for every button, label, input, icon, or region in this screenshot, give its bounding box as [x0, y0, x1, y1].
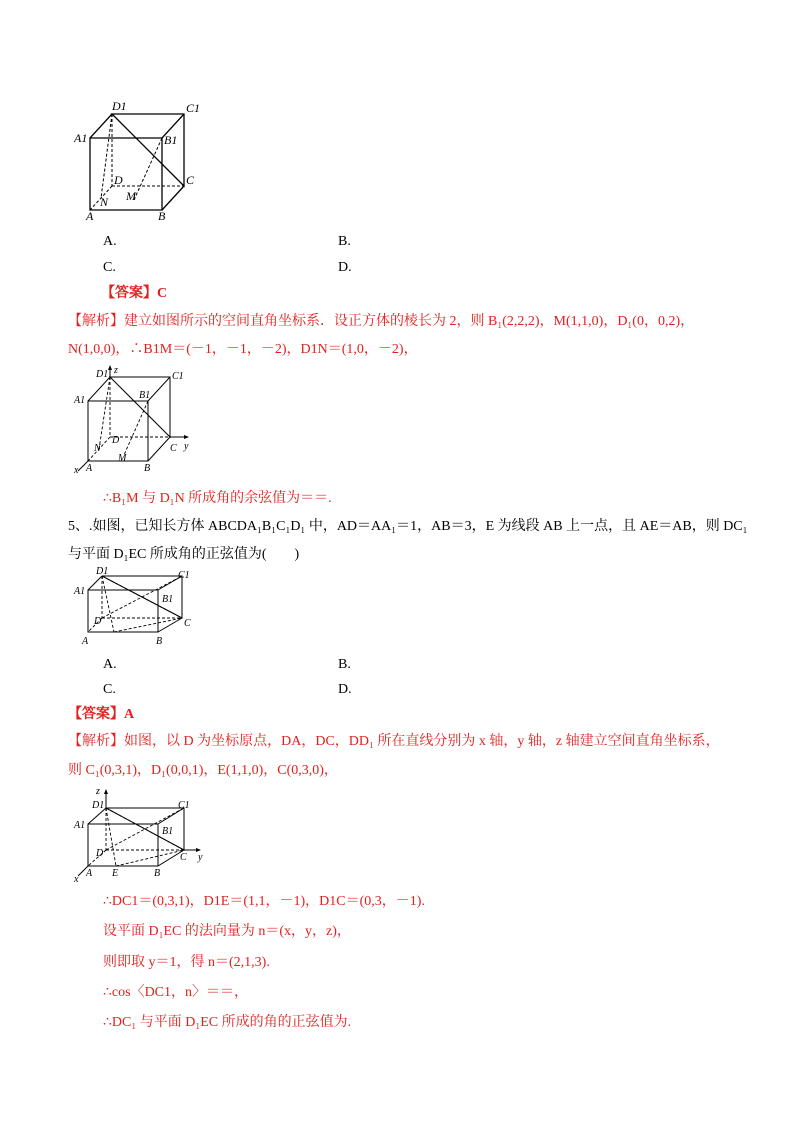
fig3-label-a: A [82, 636, 89, 646]
cube-axes-figure-q4 [72, 365, 202, 475]
fig3-label-d1: D1 [96, 566, 109, 577]
fig2-label-b1: B1 [139, 390, 151, 401]
fig1-label-b1: B1 [164, 133, 178, 147]
fig1-label-c1: C1 [186, 101, 201, 115]
fig3-label-c: C [184, 618, 191, 629]
fig2-label-a1: A1 [74, 395, 86, 406]
fig2-label-x: x [74, 465, 79, 475]
cube-figure-q4 [72, 96, 212, 226]
q4-option-a: A. [103, 234, 117, 249]
fig2-label-d1: D1 [96, 369, 109, 380]
fig2-label-c: C [170, 443, 177, 454]
fig4-label-c1: C1 [178, 800, 190, 811]
q4-option-b: B. [338, 234, 351, 249]
fig3-label-d: D [94, 616, 102, 627]
q4-option-d: D. [338, 260, 352, 275]
q5-step4: ∴cos〈DC1，n〉＝＝， [103, 985, 249, 1000]
q5-step1: ∴DC1＝(0,3,1)，D1E＝(1,1，－1)，D1C＝(0,3，－1). [103, 894, 425, 909]
q4-analysis-line2: N(1,0,0)，∴B1M＝(－1，－1，－2)，D1N＝(1,0，－2)， [68, 342, 418, 357]
fig4-label-d: D [96, 848, 104, 859]
q5-question-line1: 5、.如图，已知长方体 ABCDA₁B₁C₁D₁ 中，AD＝AA₁＝1，AB＝3，E 为线段 AB 上一点，且 AE＝AB，则 DC₁ [68, 519, 748, 534]
fig1-label-b: B [158, 209, 166, 223]
q5-step3: 则即取 y＝1，得 n＝(2,1,3). [103, 955, 270, 970]
fig4-label-a1: A1 [74, 820, 86, 831]
fig2-label-c1: C1 [172, 371, 184, 382]
fig3-label-a1: A1 [74, 586, 86, 597]
fig4-label-d1: D1 [92, 800, 105, 811]
fig1-label-a: A [86, 209, 94, 223]
q5-analysis-line1: 【解析】如图，以 D 为坐标原点，DA，DC，DD₁ 所在直线分别为 x 轴，y 轴，z 轴建立空间直角坐标系， [68, 734, 720, 749]
fig1-label-c: C [186, 173, 195, 187]
q5-option-c: C. [103, 682, 116, 697]
fig1-label-a1: A1 [74, 131, 88, 145]
fig3-label-c1: C1 [178, 570, 190, 581]
fig4-label-y: y [198, 852, 203, 863]
fig2-label-a: A [86, 463, 93, 474]
cuboid-axes-figure-q5 [72, 786, 212, 886]
fig1-label-d: D [114, 173, 123, 187]
q5-step5: ∴DC₁ 与平面 D₁EC 所成的角的正弦值为. [103, 1015, 352, 1030]
fig3-label-b1: B1 [162, 594, 174, 605]
q5-step2: 设平面 D₁EC 的法向量为 n＝(x，y，z)， [103, 924, 351, 939]
fig4-label-e: E [112, 868, 119, 879]
fig2-label-d: D [112, 435, 120, 446]
q5-option-d: D. [338, 682, 352, 697]
fig4-label-c: C [180, 852, 187, 863]
q5-option-b: B. [338, 657, 351, 672]
fig2-label-b: B [144, 463, 151, 474]
fig4-label-z: z [96, 786, 100, 797]
fig4-label-a: A [86, 868, 93, 879]
fig2-label-y: y [184, 441, 189, 452]
fig2-label-n: N [94, 443, 101, 454]
fig2-label-z: z [114, 365, 118, 376]
fig1-label-d1: D1 [112, 99, 127, 113]
fig3-label-b: B [156, 636, 163, 646]
cuboid-figure-q5 [72, 566, 202, 646]
fig4-label-b: B [154, 868, 161, 879]
q4-answer: 【答案】C [101, 286, 168, 301]
q4-option-c: C. [103, 260, 116, 275]
fig2-label-m: M [118, 453, 127, 464]
fig1-label-m: M [126, 189, 136, 203]
q4-analysis-line1: 【解析】建立如图所示的空间直角坐标系．设正方体的棱长为 2，则 B₁(2,2,2)，M(1,1,0)，D₁(0，0,2)， [68, 314, 695, 329]
q5-answer: 【答案】A [68, 707, 135, 722]
q5-option-a: A. [103, 657, 117, 672]
fig4-label-x: x [74, 874, 79, 885]
q5-question-line2: 与平面 D₁EC 所成角的正弦值为( ) [68, 547, 300, 562]
q5-analysis-line2: 则 C₁(0,3,1)，D₁(0,0,1)，E(1,1,0)，C(0,3,0)， [68, 763, 338, 778]
fig4-label-b1: B1 [162, 826, 174, 837]
q4-conclusion: ∴B₁M 与 D₁N 所成角的余弦值为＝＝. [103, 491, 332, 506]
fig1-label-n: N [100, 195, 109, 209]
